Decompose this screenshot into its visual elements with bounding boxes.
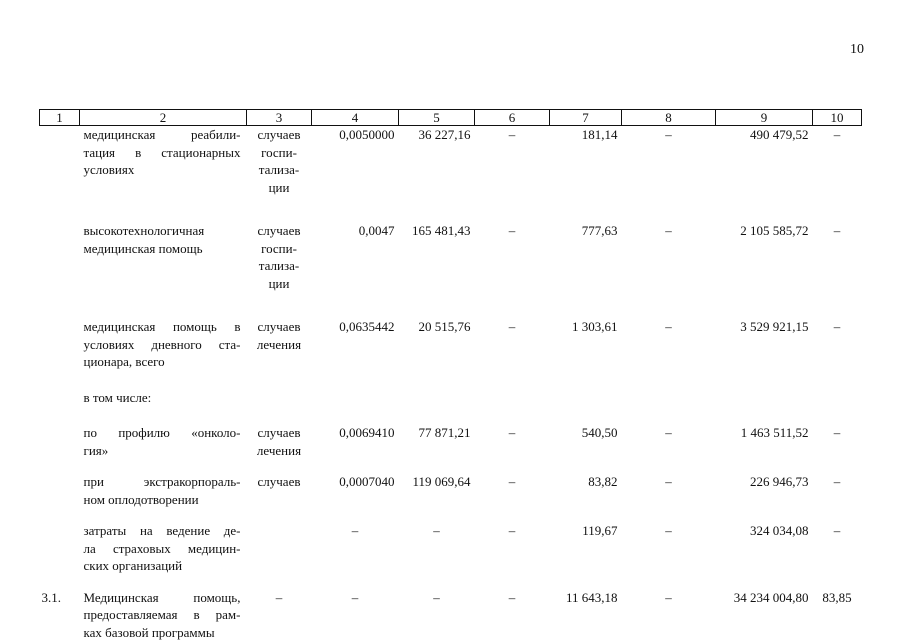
cell-col-8: – (622, 126, 716, 197)
cell-unit (247, 508, 312, 575)
cell-volume: 0,0047 (312, 196, 399, 292)
cell-name (80, 406, 247, 459)
table-body (40, 126, 862, 641)
table-row (40, 575, 862, 641)
cell-col-6 (475, 371, 550, 407)
cell-number: 3.1. (40, 575, 80, 641)
cell-number (40, 196, 80, 292)
cell-unit (247, 292, 312, 371)
cell-cost: – (399, 508, 475, 575)
header-col-4: 4 (312, 110, 399, 126)
cell-cost: 119 069,64 (399, 459, 475, 508)
table-header (40, 110, 862, 126)
cell-unit-line: ции (247, 179, 312, 197)
header-col-9: 9 (716, 110, 813, 126)
cell-unit-line: случаев (247, 318, 312, 336)
cell-per-capita: 1 303,61 (550, 292, 622, 371)
cell-name-line: гия» (84, 442, 241, 460)
cell-per-capita: 119,67 (550, 508, 622, 575)
cell-name-line: высокотехнологичная (84, 222, 241, 240)
cell-name-line: ках базовой программы (84, 624, 241, 641)
cell-unit-line: случаев (247, 424, 312, 442)
cell-name-line: медицинская реабили- (84, 126, 241, 144)
cell-col-8: – (622, 575, 716, 641)
cell-total: 34 234 004,80 (716, 575, 813, 641)
cell-percent (813, 371, 862, 407)
cell-col-6: – (475, 292, 550, 371)
cell-volume: 0,0050000 (312, 126, 399, 197)
cell-unit-line: госпи- (247, 240, 312, 258)
cell-percent: – (813, 459, 862, 508)
cell-unit (247, 406, 312, 459)
cell-name-line: при экстракорпораль- (84, 473, 241, 491)
cell-total (716, 371, 813, 407)
cell-percent: – (813, 196, 862, 292)
header-col-2: 2 (80, 110, 247, 126)
cell-name (80, 459, 247, 508)
cell-name-line: ном оплодотворении (84, 491, 241, 509)
cell-cost (399, 371, 475, 407)
cell-total: 2 105 585,72 (716, 196, 813, 292)
cell-col-6: – (475, 508, 550, 575)
cell-col-6: – (475, 575, 550, 641)
page-number: 10 (850, 42, 864, 58)
header-col-1: 1 (40, 110, 80, 126)
cell-unit-line: случаев (247, 473, 312, 491)
cell-col-6: – (475, 406, 550, 459)
cell-per-capita: 540,50 (550, 406, 622, 459)
header-col-5: 5 (399, 110, 475, 126)
cell-name-line: ционара, всего (84, 353, 241, 371)
cell-unit-line: ции (247, 275, 312, 293)
data-table (39, 109, 862, 641)
cell-name-line: ла страховых медицин- (84, 540, 241, 558)
cell-number (40, 126, 80, 197)
cell-col-8: – (622, 292, 716, 371)
cell-unit-line: – (247, 589, 312, 607)
cell-name-line: в том числе: (84, 389, 241, 407)
table-row (40, 508, 862, 575)
cell-number (40, 371, 80, 407)
cell-number (40, 292, 80, 371)
cell-cost: 165 481,43 (399, 196, 475, 292)
cell-unit-line: случаев (247, 126, 312, 144)
cell-unit-line: лечения (247, 336, 312, 354)
cell-percent: – (813, 292, 862, 371)
cell-per-capita: 777,63 (550, 196, 622, 292)
cell-unit (247, 459, 312, 508)
cell-name (80, 196, 247, 292)
cell-name-line: по профилю «онколо- (84, 424, 241, 442)
cell-unit-line: тализа- (247, 161, 312, 179)
cell-col-8 (622, 371, 716, 407)
cell-name-line: медицинская помощь в (84, 318, 241, 336)
cell-total: 3 529 921,15 (716, 292, 813, 371)
cell-col-8: – (622, 508, 716, 575)
cell-volume: – (312, 508, 399, 575)
header-col-10: 10 (813, 110, 862, 126)
cell-cost: 36 227,16 (399, 126, 475, 197)
cell-per-capita: 11 643,18 (550, 575, 622, 641)
cell-number (40, 406, 80, 459)
cell-col-6: – (475, 126, 550, 197)
table-row (40, 196, 862, 292)
table-row (40, 126, 862, 197)
cell-col-6: – (475, 196, 550, 292)
cell-percent: 83,85 (813, 575, 862, 641)
cell-name (80, 126, 247, 197)
cell-name (80, 575, 247, 641)
cell-total: 226 946,73 (716, 459, 813, 508)
cell-unit (247, 126, 312, 197)
cell-unit-line: тализа- (247, 257, 312, 275)
header-col-6: 6 (475, 110, 550, 126)
cell-name-line: тация в стационарных (84, 144, 241, 162)
cell-unit (247, 575, 312, 641)
cell-volume: 0,0635442 (312, 292, 399, 371)
cell-unit (247, 371, 312, 407)
header-col-7: 7 (550, 110, 622, 126)
cell-name (80, 292, 247, 371)
table-row (40, 371, 862, 407)
cell-percent: – (813, 508, 862, 575)
cell-per-capita: 181,14 (550, 126, 622, 197)
cell-number (40, 508, 80, 575)
header-col-3: 3 (247, 110, 312, 126)
table-row (40, 406, 862, 459)
cell-volume: – (312, 575, 399, 641)
cell-volume: 0,0069410 (312, 406, 399, 459)
cell-unit-line: лечения (247, 442, 312, 460)
cell-name-line: условиях (84, 161, 241, 179)
cell-total: 1 463 511,52 (716, 406, 813, 459)
cell-unit-line: случаев (247, 222, 312, 240)
cell-percent: – (813, 406, 862, 459)
cell-percent: – (813, 126, 862, 197)
cell-total: 490 479,52 (716, 126, 813, 197)
cell-unit (247, 196, 312, 292)
cell-cost: 77 871,21 (399, 406, 475, 459)
cell-name-line: ских организаций (84, 557, 241, 575)
header-col-8: 8 (622, 110, 716, 126)
cell-unit-line: госпи- (247, 144, 312, 162)
cell-col-8: – (622, 196, 716, 292)
cell-per-capita: 83,82 (550, 459, 622, 508)
cell-per-capita (550, 371, 622, 407)
cell-number (40, 459, 80, 508)
cell-name-line: предоставляемая в рам- (84, 606, 241, 624)
cell-name-line: условиях дневного ста- (84, 336, 241, 354)
cell-total: 324 034,08 (716, 508, 813, 575)
table-row (40, 459, 862, 508)
cell-name-line: затраты на ведение де- (84, 522, 241, 540)
cell-col-8: – (622, 406, 716, 459)
cell-name (80, 508, 247, 575)
table-row (40, 292, 862, 371)
cell-name (80, 371, 247, 407)
cell-cost: 20 515,76 (399, 292, 475, 371)
cell-col-8: – (622, 459, 716, 508)
cell-volume: 0,0007040 (312, 459, 399, 508)
cell-name-line: медицинская помощь (84, 240, 241, 258)
cell-name-line: Медицинская помощь, (84, 589, 241, 607)
cell-col-6: – (475, 459, 550, 508)
cell-volume (312, 371, 399, 407)
cell-cost: – (399, 575, 475, 641)
